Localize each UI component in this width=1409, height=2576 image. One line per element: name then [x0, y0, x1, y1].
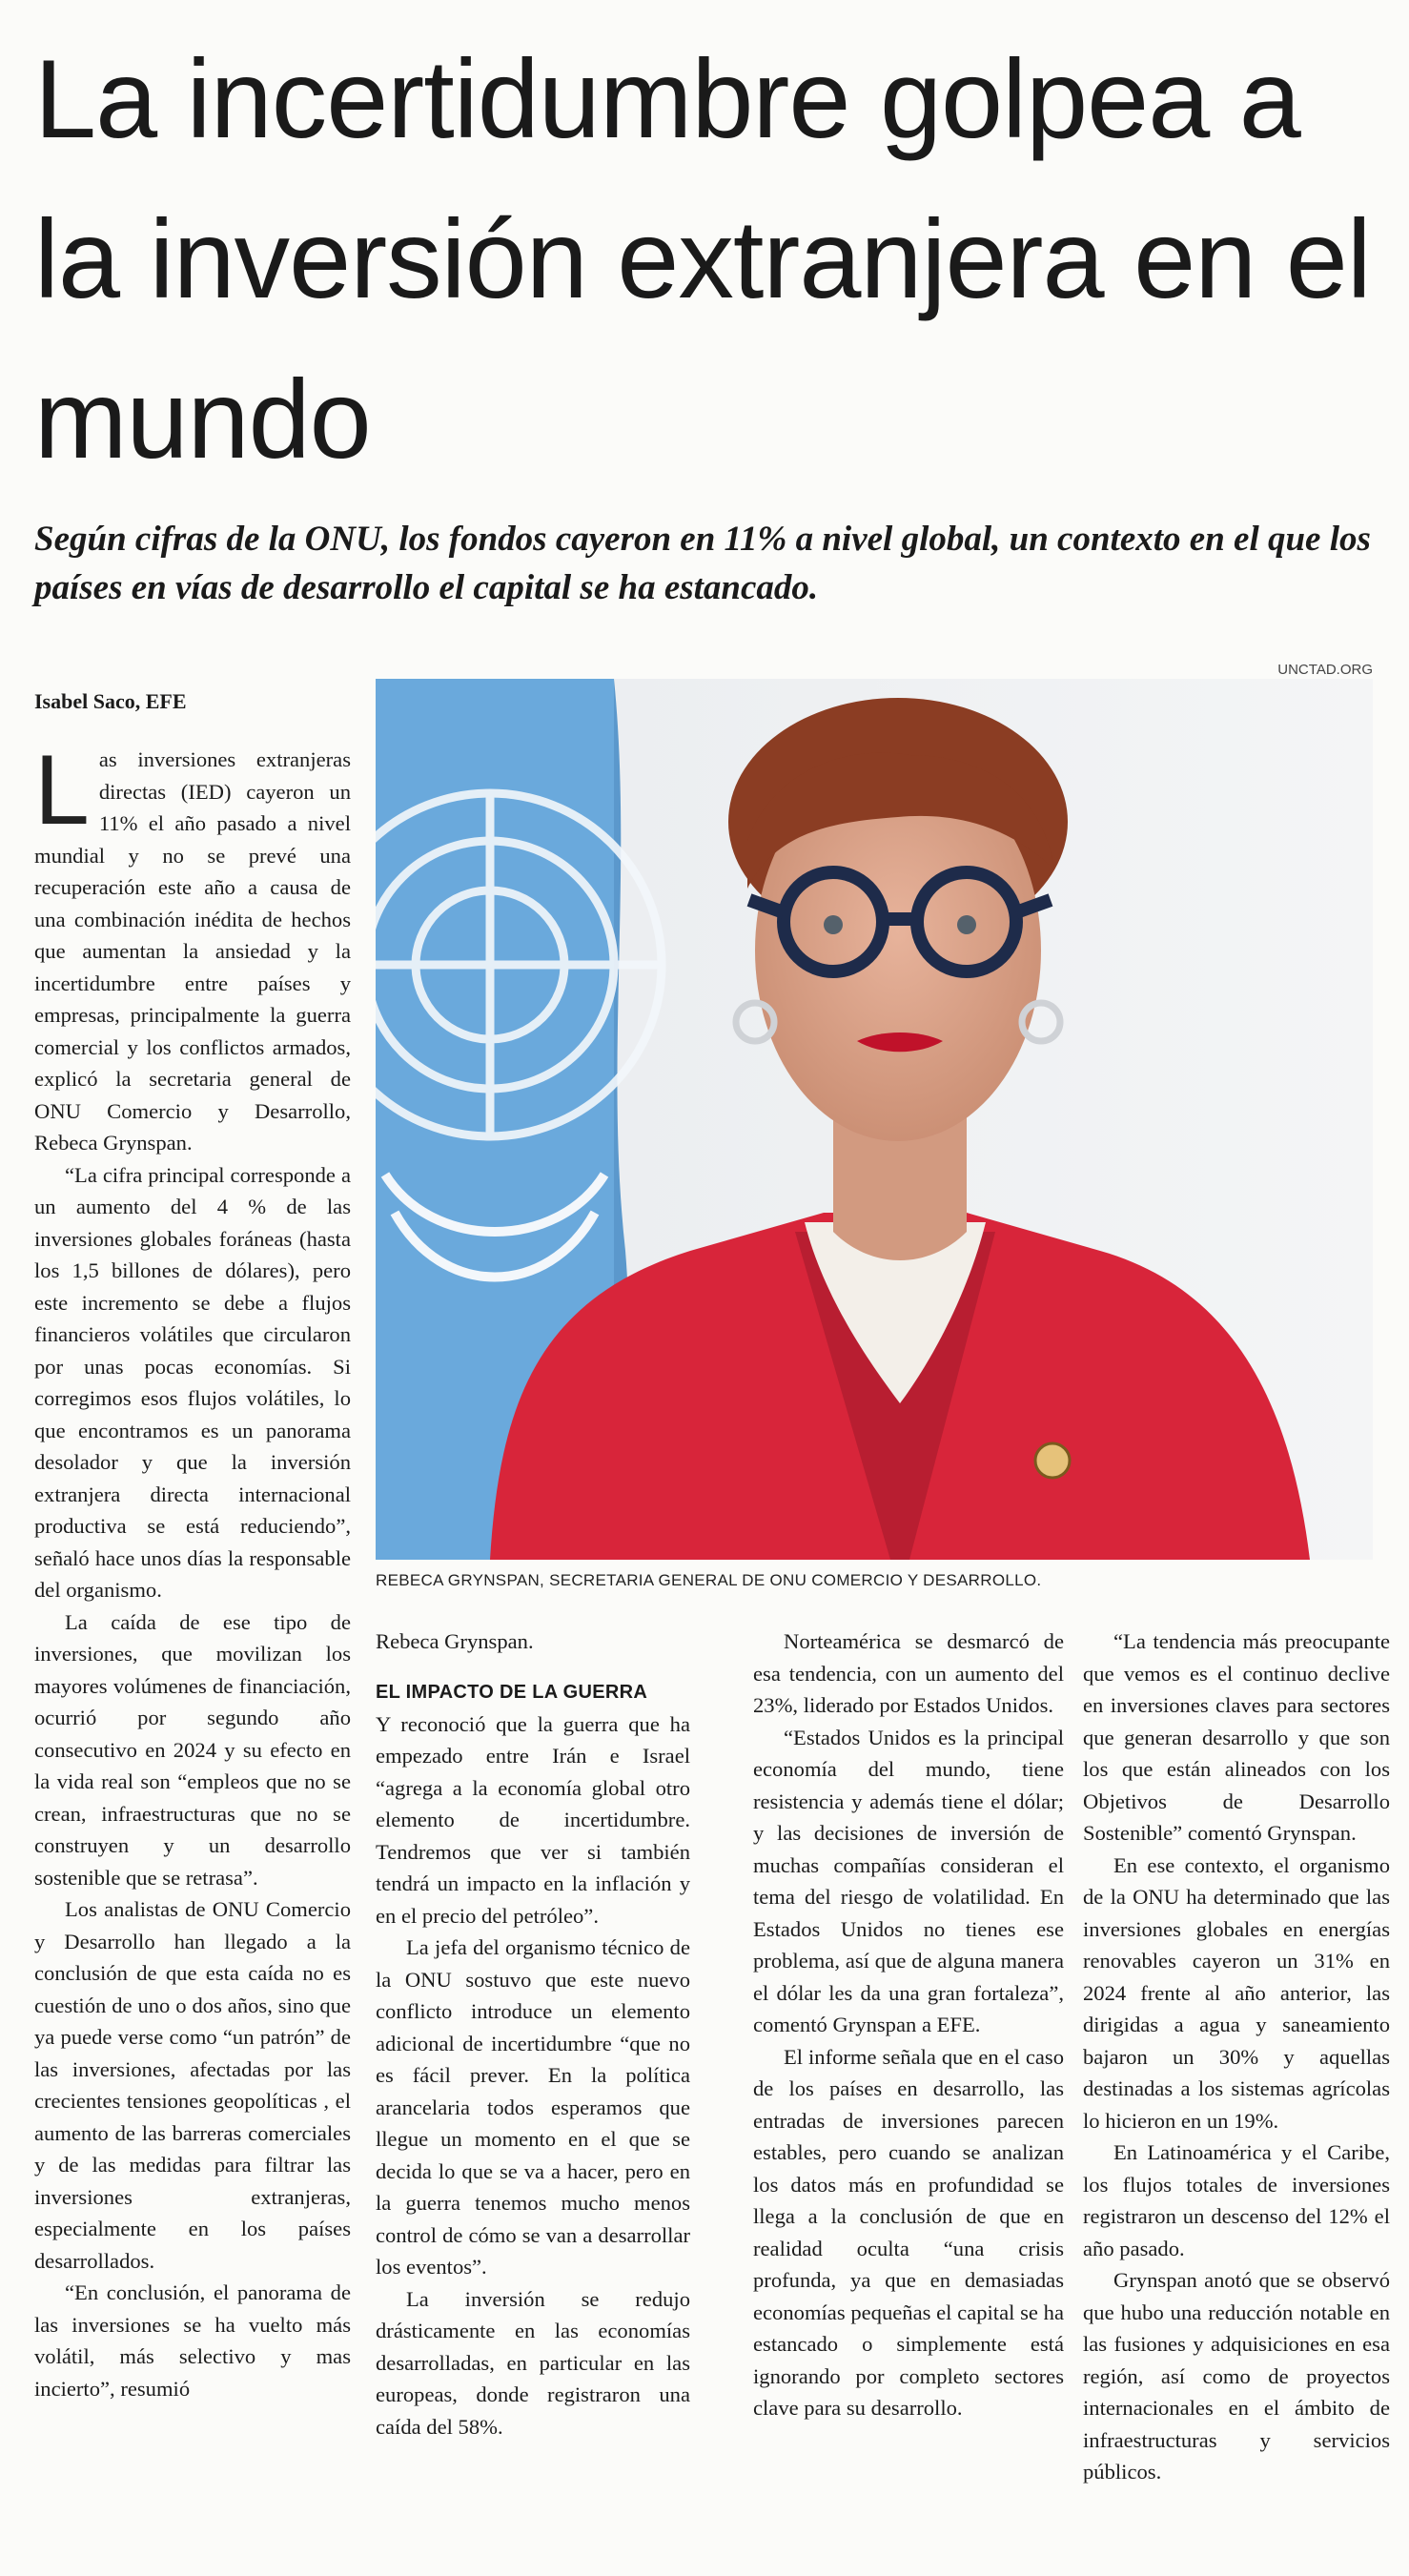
paragraph: “En conclusión, el panorama de las inversiones se ha vuelto más volátil, más selectivo y mas incierto”, resumió: [34, 2280, 351, 2401]
paragraph: La inversión se redujo drásticamente en las economías desarrolladas, en particular en las europeas, donde registraron una caída del 58%.: [376, 2286, 690, 2439]
paragraph: Los analistas de ONU Comercio y Desarrollo han llegado a la conclusión de que esta caída no es cuestión de uno o dos años, sino que ya puede verse como “un patrón” de las inversiones, afectadas por las crecientes tensiones geopolíticas , el aumento de las barreras comerciales y de las medidas para filtrar las inversiones extranjeras, especialmente en los países desarrollados.: [34, 1897, 351, 2273]
photo-credit: UNCTAD.ORG: [1277, 662, 1373, 678]
paragraph: En ese contexto, el organismo de la ONU ha determinado que las inversiones globales en energías renovables cayeron un 31% en 2024 frente al año anterior, las dirigidas a agua y saneamiento bajaron un 30% y aquellas destinadas a los sistemas agrícolas lo hicieron en un 19%.: [1083, 1852, 1390, 2133]
paragraph: Grynspan anotó que se observó que hubo una reducción notable en las fusiones y adquisiciones en esa región, así como de proyectos internacionales en el ámbito de infraestructuras y servicios públicos.: [1083, 2268, 1390, 2484]
section-heading: EL IMPACTO DE LA GUERRA: [376, 1681, 648, 1703]
subheadline: Según cifras de la ONU, los fondos cayeron en 11% a nivel global, un contexto en el que los países en vías de desarrollo el capital se ha estancado.: [34, 520, 1371, 607]
drop-cap: L: [34, 735, 90, 846]
paragraph: El informe señala que en el caso de los países en desarrollo, las entradas de inversiones parecen estables, pero cuando se analizan los datos más en profundidad se llega a la conclusión de que en realidad oculta “una crisis profunda, ya que en demasiadas economías pequeñas el capital se ha estancado o simplemente está ignorando por completo sectores clave para su desarrollo.: [753, 2044, 1064, 2420]
article-column-1: [34, 735, 351, 2404]
sdg-pin: [1035, 1443, 1070, 1478]
article-column-3: [753, 1625, 1064, 2424]
paragraph: Norteamérica se desmarcó de esa tendencia, con un aumento del 23%, liderado por Estados Unidos.: [753, 1629, 1064, 1717]
paragraph: La jefa del organismo técnico de la ONU sostuvo que este nuevo conflicto introduce un elemento adicional de incertidumbre “que no es fácil prever. En la política arancelaria todos esperamos que llegue un momento en el que se decida lo que se va a hacer, pero en la guerra tenemos mucho menos control de cómo se van a desarrollar los eventos”.: [376, 1935, 690, 2279]
paragraph: “La tendencia más preocupante que vemos es el continuo declive en inversiones claves para sectores que generan desarrollo y que son los que están alineados con los Objetivos de Desarrollo Sostenible” comentó Grynspan.: [1083, 1629, 1390, 1845]
photo-caption: REBECA GRYNSPAN, SECRETARIA GENERAL DE ONU COMERCIO Y DESARROLLO.: [376, 1571, 1042, 1589]
paragraph: “La cifra principal corresponde a un aumento del 4 % de las inversiones globales foráneas (hasta los 1,5 billones de dólares), pero este incremento se debe a flujos financieros volátiles que circularon por unas pocas economías. Si corregimos esos flujos volátiles, lo que encontramos es un panorama desolador y que la inversión extranjera directa internacional productiva se está reduciendo”, señaló hace unos días la responsable del organismo.: [34, 1162, 351, 1602]
article-photo: [376, 679, 1373, 1560]
paragraph: Rebeca Grynspan.: [376, 1629, 534, 1653]
article-column-4: [1083, 1625, 1390, 2488]
portrait-illustration: [376, 679, 1373, 1560]
paragraph: La caída de ese tipo de inversiones, que movilizan los mayores volúmenes de financiación, ocurrió por segundo año consecutivo en 2024 y su efecto en la vida real son “empleos que no se crean, infraestructuras que no se construyen y un desarrollo sostenible que se retrasa”.: [34, 1609, 351, 1890]
byline: Isabel Saco, EFE: [34, 689, 187, 713]
paragraph: Y reconoció que la guerra que ha empezado entre Irán e Israel “agrega a la economía global otro elemento de incertidumbre. Tendremos que ver si también tendrá un impacto en la inflación y en el precio del petróleo”.: [376, 1711, 690, 1928]
paragraph: En Latinoamérica y el Caribe, los flujos totales de inversiones registraron un descenso del 12% el año pasado.: [1083, 2140, 1390, 2260]
paragraph: as inversiones extranjeras directas (IED) cayeron un 11% el año pasado a nivel mundial y no se prevé una recuperación este año a causa de una combinación inédita de hechos que aumentan la ansiedad y la incertidumbre entre países y empresas, principalmente la guerra comercial y los conflictos armados, explicó la secretaria general de ONU Comercio y Desarrollo, Rebeca Grynspan.: [34, 747, 351, 1155]
headline: La incertidumbre golpea a la inversión extranjera en el mundo: [34, 36, 1371, 481]
article-column-2: [376, 1625, 690, 2443]
paragraph: “Estados Unidos es la principal economía del mundo, tiene resistencia y además tiene el dólar; y las decisiones de inversión de muchas compañías consideran el tema del riesgo de volatilidad. En Estados Unidos no tienes ese problema, así que de alguna manera el dólar les da una gran fortaleza”, comentó Grynspan a EFE.: [753, 1725, 1064, 2036]
